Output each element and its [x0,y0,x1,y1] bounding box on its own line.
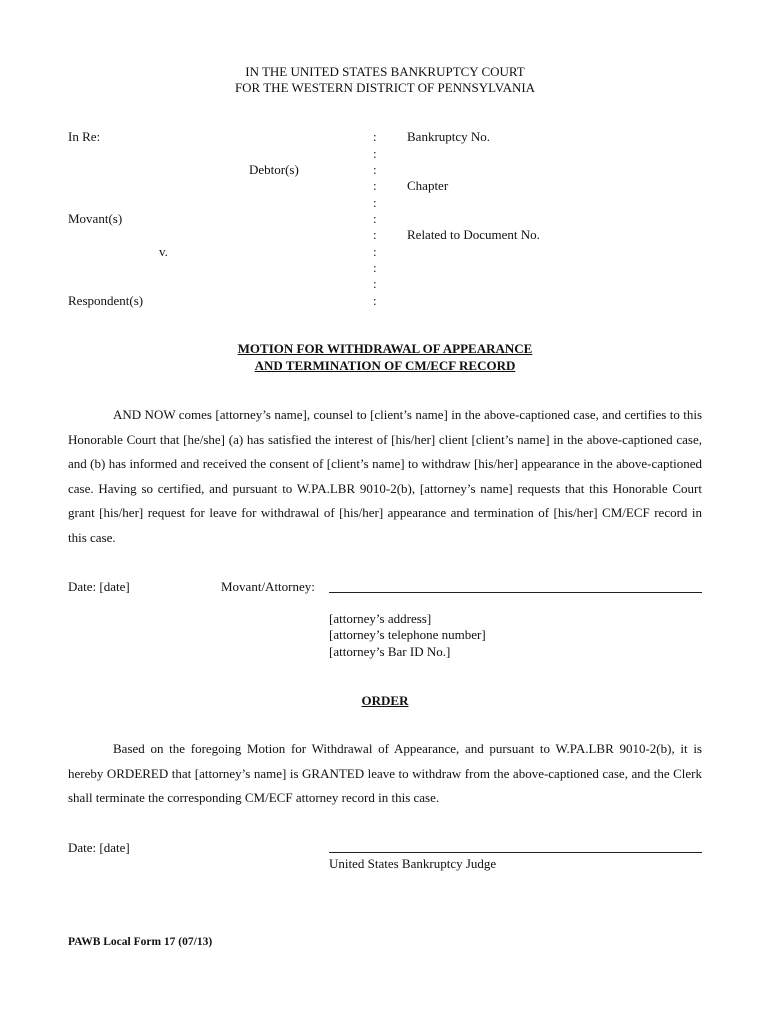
versus-label: v. [159,244,168,259]
order-body [68,737,702,811]
caption-colon: : [373,162,377,177]
caption-colon: : [373,146,377,161]
caption-colon: : [373,293,377,308]
caption-colon: : [373,260,377,275]
caption-colon: : [373,227,377,242]
order-date-label: Date: [date] [68,840,130,855]
motion-title-line1: MOTION FOR WITHDRAWAL OF APPEARANCE [237,341,533,356]
attorney-telephone: [attorney’s telephone number] [329,627,486,642]
caption-colon: : [373,244,377,259]
order-body-text: Based on the foregoing Motion for Withdrawal of Appearance, and pursuant to W.PA.LBR 9010-2(b), it is hereby ORDERED that [attorney’s name] is GRANTED leave to withdraw from the above-captioned case, and the Clerk shall terminate the corresponding CM/ECF attorney record in this case. [68,741,702,806]
movant-attorney-label: Movant/Attorney: [221,579,315,594]
form-identifier: PAWB Local Form 17 (07/13) [68,936,213,948]
court-name-line2: FOR THE WESTERN DISTRICT OF PENNSYLVANIA [234,80,536,95]
attorney-signature-line [329,592,702,593]
related-document-label: Related to Document No. [407,227,540,242]
motion-date-label: Date: [date] [68,579,130,594]
caption-colon: : [373,129,377,144]
motion-body [68,403,702,551]
debtor-label: Debtor(s) [249,162,299,177]
bankruptcy-no-label: Bankruptcy No. [407,129,491,144]
court-name-line1: IN THE UNITED STATES BANKRUPTCY COURT [245,64,525,79]
motion-title-line2: AND TERMINATION OF CM/ECF RECORD [254,358,516,373]
caption-colon: : [373,178,377,193]
order-title: ORDER [361,693,409,708]
in-re-label: In Re: [68,129,101,144]
caption-colon: : [373,195,377,210]
attorney-bar-id: [attorney’s Bar ID No.] [329,644,451,659]
respondent-label: Respondent(s) [68,293,144,308]
attorney-address: [attorney’s address] [329,611,432,626]
movant-label: Movant(s) [68,211,123,226]
caption-colon: : [373,276,377,291]
judge-signature-line [329,852,702,853]
caption-colon: : [373,211,377,226]
motion-body-text: AND NOW comes [attorney’s name], counsel to [client’s name] in the above-captioned case, and certifies to this Honorable Court that [he/she] (a) has satisfied the interest of [his/her] client [client’s name] in the above-captioned case, and (b) has informed and received the consent of [client’s name] to withdraw [his/her] appearance in the above-captioned case. Having so certified, and pursuant to W.PA.LBR 9010-2(b), [attorney’s name] requests that this Honorable Court grant [his/her] request for leave for withdrawal of [his/her] appearance and termination of [his/her] CM/ECF record in this case. [68,407,702,545]
chapter-label: Chapter [407,178,449,193]
judge-label: United States Bankruptcy Judge [329,856,497,871]
